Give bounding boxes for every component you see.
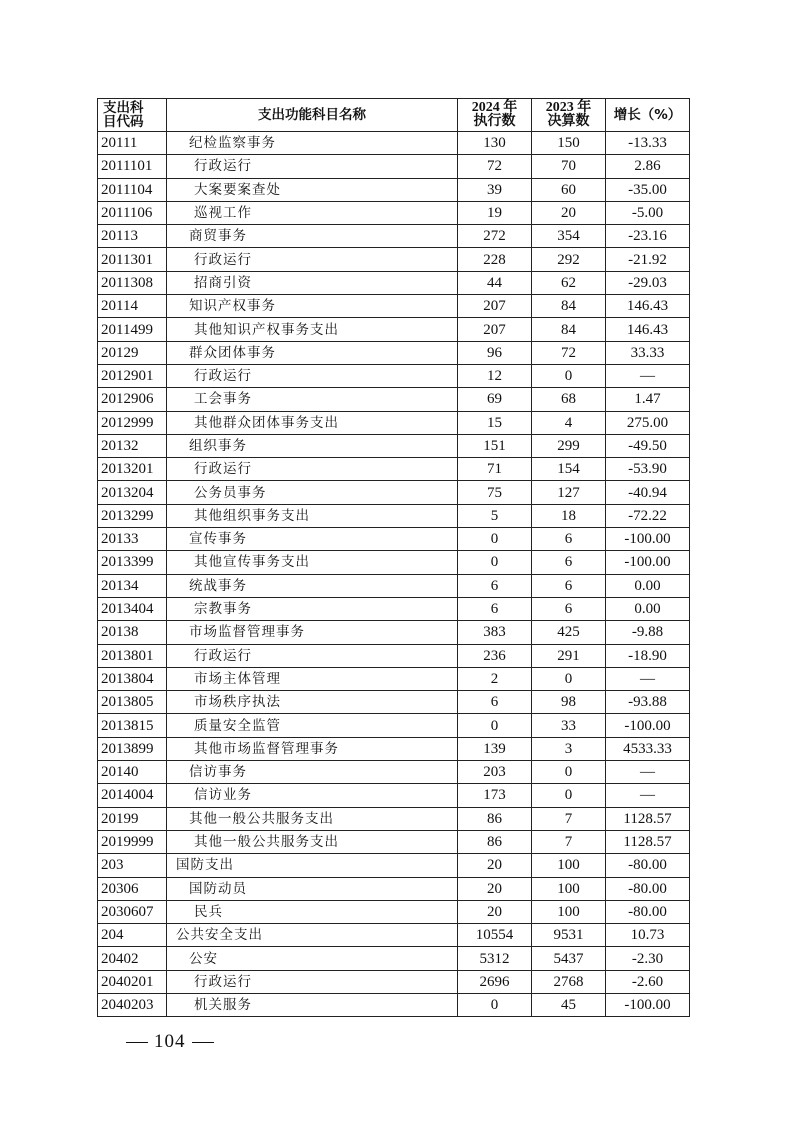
cell-name: 机关服务 bbox=[167, 993, 458, 1016]
table-row bbox=[98, 761, 690, 784]
cell-2024: 272 bbox=[458, 225, 532, 248]
cell-growth: — bbox=[606, 364, 690, 387]
cell-2024: 203 bbox=[458, 761, 532, 784]
cell-code: 20132 bbox=[98, 434, 167, 457]
cell-2023: 100 bbox=[532, 877, 606, 900]
cell-growth: -93.88 bbox=[606, 691, 690, 714]
cell-2023: 425 bbox=[532, 621, 606, 644]
cell-growth: 146.43 bbox=[606, 318, 690, 341]
cell-2024: 0 bbox=[458, 993, 532, 1016]
cell-2023: 33 bbox=[532, 714, 606, 737]
table-row bbox=[98, 318, 690, 341]
cell-name: 信访事务 bbox=[167, 761, 458, 784]
cell-2023: 72 bbox=[532, 341, 606, 364]
cell-2024: 86 bbox=[458, 830, 532, 853]
cell-name: 宣传事务 bbox=[167, 528, 458, 551]
cell-code: 2013201 bbox=[98, 458, 167, 481]
cell-name: 行政运行 bbox=[167, 248, 458, 271]
cell-2023: 291 bbox=[532, 644, 606, 667]
cell-2024: 69 bbox=[458, 388, 532, 411]
cell-code: 2040201 bbox=[98, 970, 167, 993]
cell-code: 20133 bbox=[98, 528, 167, 551]
cell-2024: 0 bbox=[458, 714, 532, 737]
cell-2023: 68 bbox=[532, 388, 606, 411]
cell-name: 巡视工作 bbox=[167, 201, 458, 224]
table-row bbox=[98, 947, 690, 970]
cell-2023: 18 bbox=[532, 504, 606, 527]
cell-2024: 383 bbox=[458, 621, 532, 644]
cell-code: 204 bbox=[98, 924, 167, 947]
cell-name: 宗教事务 bbox=[167, 597, 458, 620]
cell-2023: 0 bbox=[532, 784, 606, 807]
header-growth: 增长（%） bbox=[606, 99, 690, 132]
cell-growth: -2.60 bbox=[606, 970, 690, 993]
cell-name: 质量安全监管 bbox=[167, 714, 458, 737]
header-2024: 2024 年 执行数 bbox=[458, 99, 532, 132]
table-row bbox=[98, 924, 690, 947]
cell-growth: -100.00 bbox=[606, 551, 690, 574]
cell-2023: 7 bbox=[532, 807, 606, 830]
cell-2023: 150 bbox=[532, 132, 606, 155]
cell-code: 20306 bbox=[98, 877, 167, 900]
footer-dash-left bbox=[126, 1042, 148, 1043]
table-row bbox=[98, 504, 690, 527]
cell-growth: -100.00 bbox=[606, 528, 690, 551]
cell-growth: -29.03 bbox=[606, 271, 690, 294]
header-2023: 2023 年 决算数 bbox=[532, 99, 606, 132]
table-row bbox=[98, 691, 690, 714]
header-row bbox=[98, 99, 690, 132]
cell-growth: 0.00 bbox=[606, 574, 690, 597]
cell-growth: -80.00 bbox=[606, 877, 690, 900]
cell-name: 招商引资 bbox=[167, 271, 458, 294]
cell-code: 20134 bbox=[98, 574, 167, 597]
cell-code: 2013204 bbox=[98, 481, 167, 504]
cell-code: 2013404 bbox=[98, 597, 167, 620]
cell-code: 2011104 bbox=[98, 178, 167, 201]
cell-2024: 15 bbox=[458, 411, 532, 434]
cell-2023: 20 bbox=[532, 201, 606, 224]
table-row bbox=[98, 528, 690, 551]
table-row bbox=[98, 807, 690, 830]
cell-code: 2013399 bbox=[98, 551, 167, 574]
cell-code: 20129 bbox=[98, 341, 167, 364]
cell-code: 2019999 bbox=[98, 830, 167, 853]
cell-name: 其他一般公共服务支出 bbox=[167, 830, 458, 853]
cell-2024: 44 bbox=[458, 271, 532, 294]
table-row bbox=[98, 178, 690, 201]
cell-code: 20140 bbox=[98, 761, 167, 784]
cell-name: 组织事务 bbox=[167, 434, 458, 457]
cell-code: 2030607 bbox=[98, 900, 167, 923]
cell-code: 203 bbox=[98, 854, 167, 877]
table-row bbox=[98, 830, 690, 853]
table-row bbox=[98, 784, 690, 807]
cell-code: 2011499 bbox=[98, 318, 167, 341]
table-body bbox=[98, 132, 690, 1017]
cell-2023: 60 bbox=[532, 178, 606, 201]
cell-2024: 96 bbox=[458, 341, 532, 364]
cell-2023: 6 bbox=[532, 551, 606, 574]
table-row bbox=[98, 854, 690, 877]
table-row bbox=[98, 341, 690, 364]
cell-2024: 6 bbox=[458, 574, 532, 597]
page-number: 104 bbox=[154, 1031, 186, 1052]
cell-2024: 75 bbox=[458, 481, 532, 504]
cell-name: 其他知识产权事务支出 bbox=[167, 318, 458, 341]
table-row bbox=[98, 481, 690, 504]
cell-2024: 2 bbox=[458, 667, 532, 690]
cell-code: 2013801 bbox=[98, 644, 167, 667]
cell-2024: 6 bbox=[458, 597, 532, 620]
table-row bbox=[98, 132, 690, 155]
cell-code: 2012901 bbox=[98, 364, 167, 387]
cell-2024: 2696 bbox=[458, 970, 532, 993]
cell-growth: 1128.57 bbox=[606, 830, 690, 853]
cell-code: 2011106 bbox=[98, 201, 167, 224]
table-row bbox=[98, 667, 690, 690]
cell-2023: 354 bbox=[532, 225, 606, 248]
cell-code: 20114 bbox=[98, 295, 167, 318]
cell-2023: 5437 bbox=[532, 947, 606, 970]
cell-name: 国防支出 bbox=[167, 854, 458, 877]
cell-name: 其他市场监督管理事务 bbox=[167, 737, 458, 760]
cell-2024: 86 bbox=[458, 807, 532, 830]
cell-2023: 292 bbox=[532, 248, 606, 271]
cell-2023: 45 bbox=[532, 993, 606, 1016]
cell-growth: -53.90 bbox=[606, 458, 690, 481]
cell-growth: 0.00 bbox=[606, 597, 690, 620]
cell-growth: -40.94 bbox=[606, 481, 690, 504]
cell-growth: -9.88 bbox=[606, 621, 690, 644]
table-row bbox=[98, 458, 690, 481]
cell-growth: -18.90 bbox=[606, 644, 690, 667]
cell-2023: 100 bbox=[532, 854, 606, 877]
cell-code: 20199 bbox=[98, 807, 167, 830]
cell-2024: 207 bbox=[458, 295, 532, 318]
cell-code: 2040203 bbox=[98, 993, 167, 1016]
cell-code: 2014004 bbox=[98, 784, 167, 807]
table-row bbox=[98, 364, 690, 387]
cell-2023: 84 bbox=[532, 318, 606, 341]
cell-growth: — bbox=[606, 761, 690, 784]
cell-2023: 70 bbox=[532, 155, 606, 178]
cell-name: 公共安全支出 bbox=[167, 924, 458, 947]
cell-code: 2013899 bbox=[98, 737, 167, 760]
table-row bbox=[98, 900, 690, 923]
cell-2024: 19 bbox=[458, 201, 532, 224]
cell-name: 其他群众团体事务支出 bbox=[167, 411, 458, 434]
cell-2024: 10554 bbox=[458, 924, 532, 947]
cell-name: 行政运行 bbox=[167, 364, 458, 387]
cell-2023: 2768 bbox=[532, 970, 606, 993]
table-row bbox=[98, 411, 690, 434]
cell-code: 2013804 bbox=[98, 667, 167, 690]
table-row bbox=[98, 551, 690, 574]
cell-code: 2012906 bbox=[98, 388, 167, 411]
cell-growth: 1.47 bbox=[606, 388, 690, 411]
cell-growth: -2.30 bbox=[606, 947, 690, 970]
cell-2024: 71 bbox=[458, 458, 532, 481]
cell-name: 信访业务 bbox=[167, 784, 458, 807]
cell-growth: -13.33 bbox=[606, 132, 690, 155]
budget-table bbox=[97, 98, 690, 1017]
cell-name: 其他宣传事务支出 bbox=[167, 551, 458, 574]
cell-name: 纪检监察事务 bbox=[167, 132, 458, 155]
cell-2023: 3 bbox=[532, 737, 606, 760]
cell-2024: 6 bbox=[458, 691, 532, 714]
cell-2023: 0 bbox=[532, 667, 606, 690]
table-row bbox=[98, 574, 690, 597]
cell-code: 20402 bbox=[98, 947, 167, 970]
cell-growth: -23.16 bbox=[606, 225, 690, 248]
cell-growth: 275.00 bbox=[606, 411, 690, 434]
footer-dash-right bbox=[192, 1042, 214, 1043]
cell-name: 市场监督管理事务 bbox=[167, 621, 458, 644]
cell-2023: 98 bbox=[532, 691, 606, 714]
cell-2024: 236 bbox=[458, 644, 532, 667]
header-code: 支出科 目代码 bbox=[98, 99, 167, 132]
table-row bbox=[98, 970, 690, 993]
cell-name: 其他一般公共服务支出 bbox=[167, 807, 458, 830]
page-footer bbox=[120, 1031, 220, 1053]
cell-2023: 4 bbox=[532, 411, 606, 434]
cell-2023: 84 bbox=[532, 295, 606, 318]
cell-code: 2012999 bbox=[98, 411, 167, 434]
table-row bbox=[98, 737, 690, 760]
cell-growth: 33.33 bbox=[606, 341, 690, 364]
cell-growth: -80.00 bbox=[606, 900, 690, 923]
cell-name: 行政运行 bbox=[167, 155, 458, 178]
cell-2024: 39 bbox=[458, 178, 532, 201]
cell-name: 公务员事务 bbox=[167, 481, 458, 504]
cell-2024: 72 bbox=[458, 155, 532, 178]
table-row bbox=[98, 434, 690, 457]
cell-growth: 2.86 bbox=[606, 155, 690, 178]
table-row bbox=[98, 295, 690, 318]
cell-2024: 20 bbox=[458, 900, 532, 923]
cell-code: 2013815 bbox=[98, 714, 167, 737]
cell-code: 2013805 bbox=[98, 691, 167, 714]
table-row bbox=[98, 621, 690, 644]
cell-name: 其他组织事务支出 bbox=[167, 504, 458, 527]
cell-2023: 7 bbox=[532, 830, 606, 853]
cell-2023: 0 bbox=[532, 761, 606, 784]
cell-name: 市场主体管理 bbox=[167, 667, 458, 690]
cell-code: 20111 bbox=[98, 132, 167, 155]
table-row bbox=[98, 271, 690, 294]
cell-growth: -100.00 bbox=[606, 714, 690, 737]
cell-2023: 6 bbox=[532, 597, 606, 620]
cell-code: 20113 bbox=[98, 225, 167, 248]
table-header bbox=[98, 99, 690, 132]
cell-2023: 6 bbox=[532, 528, 606, 551]
cell-name: 行政运行 bbox=[167, 458, 458, 481]
cell-2023: 9531 bbox=[532, 924, 606, 947]
cell-2024: 5312 bbox=[458, 947, 532, 970]
cell-growth: 4533.33 bbox=[606, 737, 690, 760]
cell-growth: -35.00 bbox=[606, 178, 690, 201]
cell-2024: 151 bbox=[458, 434, 532, 457]
table-row bbox=[98, 993, 690, 1016]
cell-name: 大案要案查处 bbox=[167, 178, 458, 201]
header-name: 支出功能科目名称 bbox=[167, 99, 458, 132]
cell-growth: — bbox=[606, 784, 690, 807]
cell-growth: 146.43 bbox=[606, 295, 690, 318]
cell-name: 统战事务 bbox=[167, 574, 458, 597]
table-row bbox=[98, 877, 690, 900]
cell-code: 2011301 bbox=[98, 248, 167, 271]
table-row bbox=[98, 201, 690, 224]
cell-2024: 0 bbox=[458, 528, 532, 551]
cell-2024: 20 bbox=[458, 877, 532, 900]
cell-name: 商贸事务 bbox=[167, 225, 458, 248]
cell-code: 20138 bbox=[98, 621, 167, 644]
cell-2024: 228 bbox=[458, 248, 532, 271]
cell-2024: 139 bbox=[458, 737, 532, 760]
table-row bbox=[98, 248, 690, 271]
table-row bbox=[98, 225, 690, 248]
cell-name: 工会事务 bbox=[167, 388, 458, 411]
cell-name: 民兵 bbox=[167, 900, 458, 923]
cell-code: 2011308 bbox=[98, 271, 167, 294]
table-row bbox=[98, 388, 690, 411]
cell-name: 行政运行 bbox=[167, 970, 458, 993]
cell-growth: -80.00 bbox=[606, 854, 690, 877]
cell-2024: 12 bbox=[458, 364, 532, 387]
cell-growth: — bbox=[606, 667, 690, 690]
cell-name: 知识产权事务 bbox=[167, 295, 458, 318]
cell-2023: 299 bbox=[532, 434, 606, 457]
cell-growth: 10.73 bbox=[606, 924, 690, 947]
cell-2024: 20 bbox=[458, 854, 532, 877]
table-row bbox=[98, 155, 690, 178]
table-row bbox=[98, 644, 690, 667]
table-row bbox=[98, 597, 690, 620]
cell-growth: -5.00 bbox=[606, 201, 690, 224]
cell-growth: -49.50 bbox=[606, 434, 690, 457]
cell-name: 市场秩序执法 bbox=[167, 691, 458, 714]
cell-2024: 173 bbox=[458, 784, 532, 807]
cell-name: 群众团体事务 bbox=[167, 341, 458, 364]
cell-growth: 1128.57 bbox=[606, 807, 690, 830]
cell-2023: 154 bbox=[532, 458, 606, 481]
cell-2024: 207 bbox=[458, 318, 532, 341]
cell-2023: 127 bbox=[532, 481, 606, 504]
cell-growth: -72.22 bbox=[606, 504, 690, 527]
cell-growth: -21.92 bbox=[606, 248, 690, 271]
cell-2023: 0 bbox=[532, 364, 606, 387]
cell-2023: 100 bbox=[532, 900, 606, 923]
cell-name: 公安 bbox=[167, 947, 458, 970]
cell-2023: 62 bbox=[532, 271, 606, 294]
cell-2024: 130 bbox=[458, 132, 532, 155]
cell-2023: 6 bbox=[532, 574, 606, 597]
cell-growth: -100.00 bbox=[606, 993, 690, 1016]
cell-2024: 0 bbox=[458, 551, 532, 574]
cell-code: 2013299 bbox=[98, 504, 167, 527]
cell-code: 2011101 bbox=[98, 155, 167, 178]
cell-name: 国防动员 bbox=[167, 877, 458, 900]
cell-2024: 5 bbox=[458, 504, 532, 527]
cell-name: 行政运行 bbox=[167, 644, 458, 667]
table-row bbox=[98, 714, 690, 737]
